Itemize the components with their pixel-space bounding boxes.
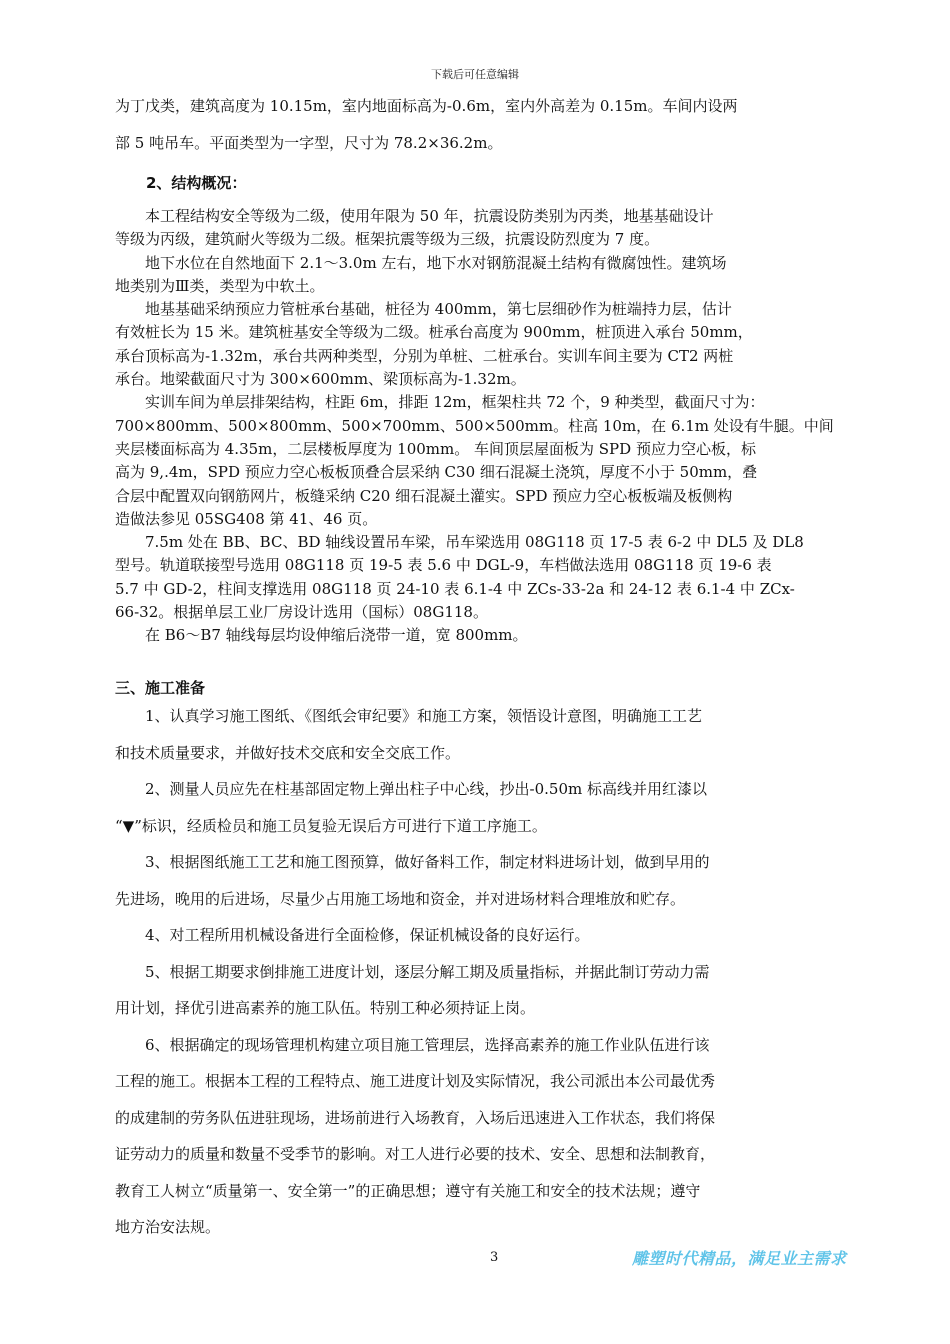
text-line: 用计划，择优引进高素养的施工队伍。特别工种必须持证上岗。 xyxy=(115,999,536,1017)
text-line: 高为 9,.4m，SPD 预应力空心板板顶叠合层采纳 C30 细石混凝土浇筑，厚度不小于 50mm，叠 xyxy=(115,463,758,482)
text-line: 1、认真学习施工图纸、《图纸会审纪要》和施工方案，领悟设计意图，明确施工工艺 xyxy=(115,707,703,725)
text-line: 5.7 中 GD-2，柱间支撑选用 08G118 页 24-10 表 6.1-4 中 ZCs-33-2a 和 24-12 表 6.1-4 中 ZCx- xyxy=(115,579,795,598)
text-line: 承台顶标高为-1.32m，承台共两种类型，分别为单桩、二桩承台。实训车间主要为 CT2 两桩 xyxy=(115,346,734,365)
text-line: 教育工人树立“质量第一、安全第一”的正确思想；遵守有关施工和安全的技术法规；遵守 xyxy=(115,1181,701,1200)
text-line: 承台。地梁截面尺寸为 300×600mm、梁顶标高为-1.32m。 xyxy=(115,370,526,389)
text-line: 4、对工程所用机械设备进行全面检修，保证机械设备的良好运行。 xyxy=(115,926,590,944)
text-line: 6、根据确定的现场管理机构建立项目施工管理层，选择高素养的施工作业队伍进行该 xyxy=(115,1035,710,1054)
intro-paragraph xyxy=(115,88,885,161)
text-line: 实训车间为单层排架结构，柱距 6m，排距 12m，框架柱共 72 个，9 种类型，截面尺寸为： xyxy=(115,393,765,412)
text-line: 型号。轨道联接型号选用 08G118 页 19-5 表 5.6 中 DGL-9，车档做法选用 08G118 页 19-6 表 xyxy=(115,556,772,575)
section-heading xyxy=(146,172,916,195)
text-line: 部 5 吨吊车。平面类型为一字型，尺寸为 78.2×36.2m。 xyxy=(115,133,503,152)
construction-prep-heading: 三、施工准备 xyxy=(115,679,206,697)
text-line: 700×800mm、500×800mm、500×700mm、500×500mm。柱高 10m，在 6.1m 处设有牛腿。中间 xyxy=(115,416,834,435)
text-line: 有效桩长为 15 米。建筑桩基安全等级为二级。桩承台高度为 900mm，桩顶进入承台 50mm， xyxy=(115,323,753,342)
text-line: 合层中配置双向钢筋网片，板缝采纳 C20 细石混凝土灌实。SPD 预应力空心板板端及板侧构 xyxy=(115,486,733,505)
text-line: 地类别为Ⅲ类，类型为中软土。 xyxy=(115,276,325,295)
text-line: 证劳动力的质量和数量不受季节的影响。对工人进行必要的技术、安全、思想和法制教育， xyxy=(115,1145,716,1163)
text-line: 地方治安法规。 xyxy=(115,1218,221,1236)
structure-overview-body xyxy=(115,205,885,648)
text-line: 5、根据工期要求倒排施工进度计划，逐层分解工期及质量指标，并据此制订劳动力需 xyxy=(115,962,710,981)
text-line: 3、根据图纸施工工艺和施工图预算，做好备料工作，制定材料进场计划，做到早用的 xyxy=(115,853,710,871)
text-line: 先进场，晚用的后进场，尽量少占用施工场地和资金，并对进场材料合理堆放和贮存。 xyxy=(115,889,686,908)
text-line: 地基基础采纳预应力管桩承台基础，桩径为 400mm，第七层细砂作为桩端持力层，估计 xyxy=(115,300,732,319)
text-line: 夹层楼面标高为 4.35m，二层楼板厚度为 100mm。 车间顶层屋面板为 SPD 预应力空心板，标 xyxy=(115,439,756,458)
text-line: 工程的施工。根据本工程的工程特点、施工进度计划及实际情况，我公司派出本公司最优秀 xyxy=(115,1072,716,1090)
text-line: 为丁戊类，建筑高度为 10.15m，室内地面标高为-0.6m，室内外高差为 0.15m。车间内设两 xyxy=(115,97,738,115)
text-line: 的成建制的劳务队伍进驻现场，进场前进行入场教育，入场后迅速进入工作状态，我们将保 xyxy=(115,1108,716,1127)
text-line: 2、测量人员应先在柱基部固定物上弹出柱子中心线，抄出-0.50m 标高线并用红漆以 xyxy=(115,780,708,798)
text-line: 造做法参见 05SG408 第 41、46 页。 xyxy=(115,509,378,528)
text-line: 7.5m 处在 BB、BC、BD 轴线设置吊车梁，吊车梁选用 08G118 页 17-5 表 6-2 中 DL5 及 DL8 xyxy=(115,533,804,552)
structure-overview-heading: 2、结构概况： xyxy=(146,174,247,192)
text-line: 等级为丙级，建筑耐火等级为二级。框架抗震等级为三级，抗震设防烈度为 7 度。 xyxy=(115,230,660,249)
text-line: 和技术质量要求，并做好技术交底和安全交底工作。 xyxy=(115,743,461,762)
footer-slogan: 雕塑时代精品，满足业主需求 xyxy=(632,1249,847,1268)
section-heading xyxy=(115,677,885,700)
text-line: 地下水位在自然地面下 2.1～3.0m 左右，地下水对钢筋混凝土结构有微腐蚀性。建筑场 xyxy=(115,253,727,272)
text-line: “▼”标识，经质检员和施工员复验无误后方可进行下道工序施工。 xyxy=(115,816,547,835)
construction-prep-body xyxy=(115,698,885,1246)
text-line: 本工程结构安全等级为二级，使用年限为 50 年，抗震设防类别为丙类，地基基础设计 xyxy=(115,207,714,225)
header-note: 下载后可任意编辑 xyxy=(431,68,519,81)
text-line: 在 B6～B7 轴线每层均设伸缩后浇带一道，宽 800mm。 xyxy=(115,626,528,645)
page-number: 3 xyxy=(490,1250,499,1265)
text-line: 66-32。根据单层工业厂房设计选用（国标）08G118。 xyxy=(115,603,488,622)
